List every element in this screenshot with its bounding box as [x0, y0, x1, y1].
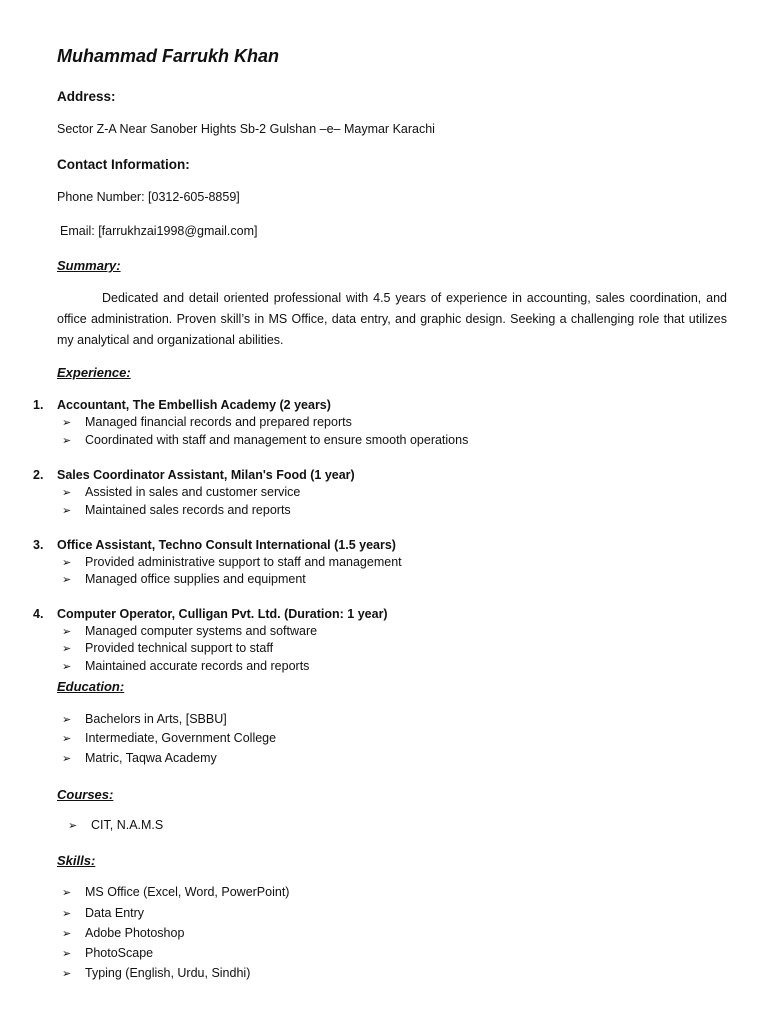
job-title: Office Assistant, Techno Consult International (1.5 years): [57, 538, 396, 552]
courses-heading: Courses:: [57, 787, 114, 802]
education-item: Matric, Taqwa Academy: [85, 751, 217, 765]
skill-item: Typing (English, Urdu, Sindhi): [85, 966, 251, 980]
job-bullet: Maintained sales records and reports: [85, 503, 291, 517]
job-number: 2.: [33, 468, 44, 482]
job-number: 3.: [33, 538, 44, 552]
address-label: Address:: [57, 89, 116, 104]
job-bullet: Managed financial records and prepared reports: [85, 415, 352, 429]
experience-heading: Experience:: [57, 365, 131, 380]
job-title: Accountant, The Embellish Academy (2 years): [57, 398, 331, 412]
bullet-arrow-icon: ➢: [62, 948, 72, 960]
phone-number: Phone Number: [0312-605-8859]: [57, 190, 240, 204]
bullet-arrow-icon: ➢: [62, 714, 72, 726]
bullet-arrow-icon: ➢: [62, 733, 72, 745]
job-number: 4.: [33, 607, 44, 621]
bullet-arrow-icon: ➢: [62, 487, 72, 499]
bullet-arrow-icon: ➢: [62, 887, 72, 899]
job-bullet: Assisted in sales and customer service: [85, 485, 301, 499]
education-item: Bachelors in Arts, [SBBU]: [85, 712, 227, 726]
skill-item: Data Entry: [85, 906, 145, 920]
bullet-arrow-icon: ➢: [62, 908, 72, 920]
resume-name: Muhammad Farrukh Khan: [57, 46, 280, 66]
job-bullet: Managed office supplies and equipment: [85, 572, 306, 586]
bullet-arrow-icon: ➢: [62, 661, 72, 673]
skill-item: MS Office (Excel, Word, PowerPoint): [85, 885, 290, 899]
summary-text: Dedicated and detail oriented professional with 4.5 years of experience in accounting, sales coordination, and office administration. Proven skill’s in MS Office, data entry, and graphic design. Seeking a challenging role that utilizes my analytical and organizational abilities.: [57, 291, 727, 347]
job-bullet: Coordinated with staff and management to ensure smooth operations: [85, 433, 469, 447]
bullet-arrow-icon: ➢: [62, 505, 72, 517]
bullet-arrow-icon: ➢: [62, 574, 72, 586]
email-address: Email: [farrukhzai1998@gmail.com]: [60, 224, 258, 238]
skill-item: Adobe Photoshop: [85, 926, 185, 940]
course-item: CIT, N.A.M.S: [91, 818, 164, 832]
job-bullet: Provided administrative support to staff and management: [85, 555, 402, 569]
skills-heading: Skills:: [57, 853, 96, 868]
job-bullet: Managed computer systems and software: [85, 624, 318, 638]
job-bullet: Provided technical support to staff: [85, 641, 274, 655]
summary-heading: Summary:: [57, 258, 121, 273]
bullet-arrow-icon: ➢: [62, 643, 72, 655]
address-value: Sector Z-A Near Sanober Hights Sb-2 Gulshan –e– Maymar Karachi: [57, 122, 435, 136]
bullet-arrow-icon: ➢: [62, 928, 72, 940]
education-heading: Education:: [57, 679, 125, 694]
skill-item: PhotoScape: [85, 946, 154, 960]
contact-label: Contact Information:: [57, 157, 190, 172]
bullet-arrow-icon: ➢: [62, 626, 72, 638]
job-title: Computer Operator, Culligan Pvt. Ltd. (Duration: 1 year): [57, 607, 388, 621]
education-item: Intermediate, Government College: [85, 731, 277, 745]
bullet-arrow-icon: ➢: [62, 557, 72, 569]
bullet-arrow-icon: ➢: [62, 753, 72, 765]
job-bullet: Maintained accurate records and reports: [85, 659, 310, 673]
bullet-arrow-icon: ➢: [62, 417, 72, 429]
job-number: 1.: [33, 398, 44, 412]
bullet-arrow-icon: ➢: [62, 435, 72, 447]
job-title: Sales Coordinator Assistant, Milan's Food (1 year): [57, 468, 355, 482]
bullet-arrow-icon: ➢: [68, 820, 78, 832]
bullet-arrow-icon: ➢: [62, 968, 72, 980]
